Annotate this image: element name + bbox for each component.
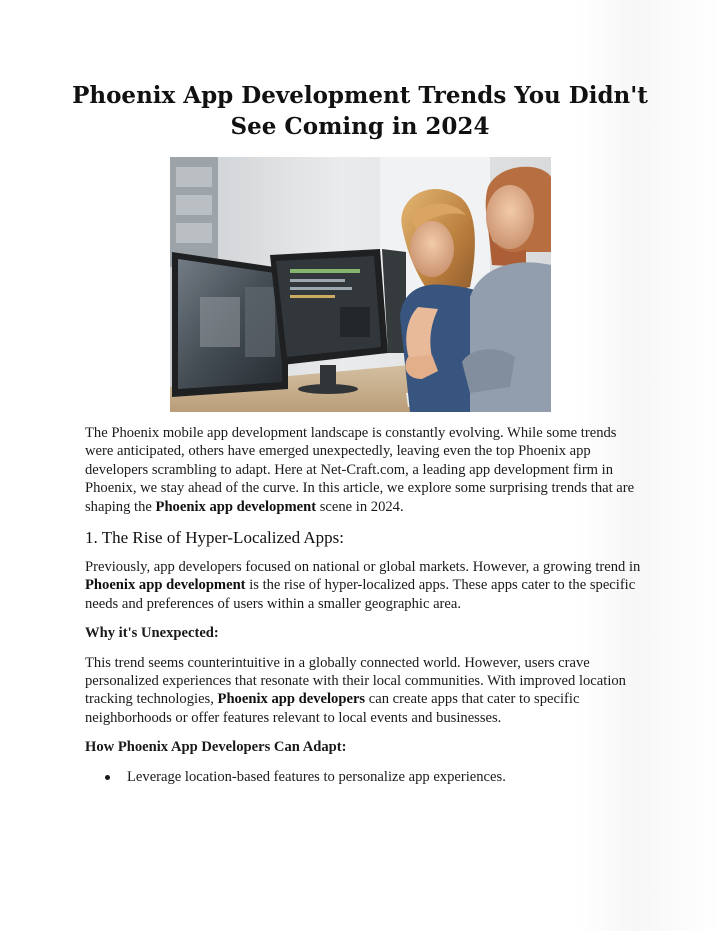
- why-heading: Why it's Unexpected:: [85, 625, 219, 642]
- hero-photo: [170, 157, 551, 412]
- intro-paragraph: The Phoenix mobile app development landscape is constantly evolving. While some trends were anticipated, others have emerged unexpectedly, leaving even the top Phoenix app developers scrambling to adapt. Here at Net-Craft.com, a leading app development firm in Phoenix, we stay ahead of the curve. In this article, we explore some surprising trends that are shaping the Phoenix app development scene in 2024.: [85, 425, 635, 515]
- section-keyword: Phoenix app development: [85, 577, 246, 594]
- adapt-heading: How Phoenix App Developers Can Adapt:: [85, 739, 347, 756]
- page-title: Phoenix App Development Trends You Didn't See Coming in 2024: [72, 82, 648, 140]
- article-body: [85, 424, 643, 786]
- bullet-list: [85, 768, 643, 786]
- list-item: Leverage location-based features to personalize app experiences.: [85, 768, 643, 786]
- bullet-icon: [105, 775, 110, 780]
- why-paragraph: This trend seems counterintuitive in a globally connected world. However, users crave personalized experiences that resonate with their local communities. With improved location tracking technologies, Phoenix app developers can create apps that cater to specific neighborhoods or offer features relevant to local events and businesses.: [85, 654, 626, 726]
- section-paragraph: Previously, app developers focused on national or global markets. However, a growing trend in Phoenix app development is the rise of hyper-localized apps. These apps cater to the specific needs and preferences of users within a smaller geographic area.: [85, 559, 641, 612]
- why-keyword: Phoenix app developers: [217, 691, 366, 708]
- intro-keyword: Phoenix app development: [155, 498, 317, 515]
- section-heading: 1. The Rise of Hyper-Localized Apps:: [85, 528, 345, 548]
